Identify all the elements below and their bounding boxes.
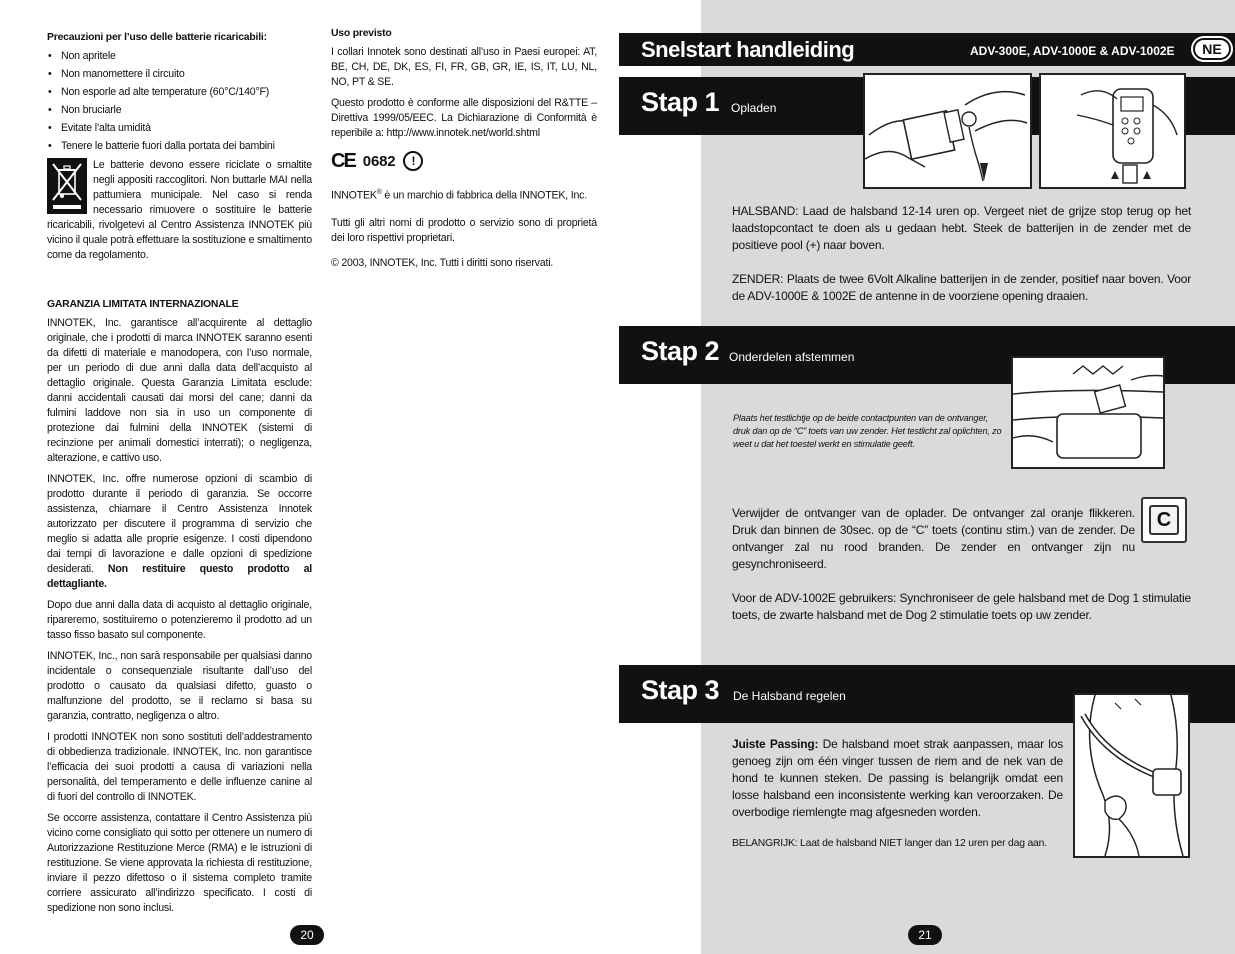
trademark-note bbox=[331, 185, 597, 204]
model-list: ADV-300E, ADV-1000E & ADV-1002E bbox=[970, 44, 1175, 58]
warranty-heading: GARANZIA LIMITATA INTERNAZIONALE bbox=[47, 299, 239, 310]
battery-precautions-list bbox=[47, 49, 312, 154]
left-page bbox=[0, 0, 617, 954]
stap3-body: De halsband moet strak aanpassen, maar los genoeg zijn om één vinger tussen de riem and de nek van de hond te kunnen steken. De passing is belangrijk omdat een losse halsband een inconsistente werking kan veroorzaken. De overbodige riemlengte mag afgesneden worden. bbox=[732, 737, 1063, 819]
page-number: 20 bbox=[290, 925, 324, 945]
warranty-paragraph-2-text: INNOTEK, Inc. offre numerose opzioni di scambio di prodotto durante il periodo di garanzia. Se occorre assistenza, chiamare il Centro Assistenza Innotek autorizzato per discutere il programma di servizio che meglio si adatta alle proprie esigenze. I costi dipendono dai tempi di lavorazione e dalle opzioni di spedizione desiderati. bbox=[47, 473, 312, 575]
stap2-paragraph-2: Voor de ADV-1002E gebruikers: Synchroniseer de gele halsband met de Dog 1 stimulatie toets, de zwarte halsband met de Dog 2 stimulatie toets op uw zender. bbox=[732, 591, 1191, 622]
stap2-title: Stap 2 bbox=[641, 336, 720, 366]
stap1-title: Stap 1 bbox=[641, 87, 720, 117]
stap3-title: Stap 3 bbox=[641, 675, 720, 705]
c-key-label: C bbox=[1149, 505, 1179, 535]
quickstart-header bbox=[619, 33, 1235, 66]
ce-mark-row bbox=[331, 151, 597, 171]
intended-use-heading: Uso previsto bbox=[331, 28, 392, 39]
ce-mark-icon: CE bbox=[331, 149, 355, 172]
c-key-icon bbox=[1141, 497, 1187, 543]
recycle-block bbox=[47, 158, 312, 263]
language-badge: NE bbox=[1193, 38, 1231, 60]
stap3-subtitle: De Halsband regelen bbox=[733, 689, 846, 703]
intended-use-paragraph-2: Questo prodotto è conforme alle disposizioni del R&TTE – Direttiva 1999/05/EEC. La Dichiarazione di Conformità è reperibile a: http://www.innotek.net/world.shtml bbox=[331, 97, 597, 139]
list-item: • Non manomettere il circuito bbox=[47, 67, 312, 82]
list-item: • Non esporle ad alte temperature (60°C/140°F) bbox=[47, 85, 312, 100]
stap2-subtitle: Onderdelen afstemmen bbox=[729, 350, 855, 364]
copyright-note: © 2003, INNOTEK, Inc. Tutti i diritti sono riservati. bbox=[331, 256, 554, 269]
list-item: • Tenere le batterie fuori dalla portata dei bambini bbox=[47, 139, 312, 154]
warranty-paragraph-6: Se occorre assistenza, contattare il Centro Assistenza più vicino come consigliato qui sotto per ottenere un numero di Autorizzazione Restituzione Merce (RMA) e le istruzioni di restituzione. Se viene approvata la richiesta di restituzione, inviare il pezzo difettoso o il sistema completo tramite corriere assicurato all’indirizzo specificato. I costi di spedizione non sono inclusi. bbox=[47, 812, 312, 914]
crossed-bin-icon bbox=[47, 158, 87, 214]
warranty-paragraph-2 bbox=[47, 472, 312, 592]
trademark-brand: INNOTEK bbox=[331, 189, 377, 202]
other-names-note: Tutti gli altri nomi di prodotto o servizio sono di proprietà dei loro rispettivi proprietari. bbox=[331, 216, 597, 244]
ce-number: 0682 bbox=[362, 152, 396, 170]
list-item: • Non bruciarle bbox=[47, 103, 312, 118]
warranty-paragraph-3: Dopo due anni dalla data di acquisto al dettaglio originale, ripareremo, sostituiremo o potenzieremo il prodotto ad un tasso fisso basato sul componente. bbox=[47, 599, 312, 641]
battery-precautions-heading: Precauzioni per l’uso delle batterie ricaricabili: bbox=[47, 32, 267, 43]
warranty-paragraph-2-bold: Non restituire questo prodotto al dettagliante. bbox=[47, 563, 312, 590]
list-item: • Evitate l’alta umidità bbox=[47, 121, 312, 136]
stap1-paragraph-2: ZENDER: Plaats de twee 6Volt Alkaline batterijen in de zender, positief naar boven. Voor de ADV-1000E & 1002E de antenne in de voorziene opening draaien. bbox=[732, 272, 1191, 303]
warranty-paragraph-1: INNOTEK, Inc. garantisce all’acquirente al dettaglio originale, che i prodotti di marca INNOTEK saranno esenti da difetti di materiale e manodopera, con l’uso normale, per un periodo di due anni dalla data dell’acquisto al dettaglio originale. Questa Garanzia Limitata esclude: danni accidentali causati dai morsi del cane; danni da fulmini laddove non sia in uso un componente di protezione dai fulmini della INNOTEK (sistemi di recinzione per animali domestici interrati); o negligenza, alterazione, e cattivo uso. bbox=[47, 317, 312, 464]
page-number: 21 bbox=[908, 925, 942, 945]
stap3-paragraph-1 bbox=[732, 736, 1063, 821]
intended-use-paragraph-1: I collari Innotek sono destinati all’uso in Paesi europei: AT, BE, CH, DE, DK, ES, FI, FR, GB, GR, IE, IS, IT, LU, NL, NO, PT & SE. bbox=[331, 46, 597, 88]
transmitter-battery-illustration bbox=[1039, 73, 1186, 189]
stap1-subtitle: Opladen bbox=[731, 101, 777, 115]
stap1-paragraph-1: HALSBAND: Laad de halsband 12-14 uren op. Vergeet niet de grijze stop terug op het laadstopcontact te doen als u gedaan hebt. Steek de batterijen in de zender met de positieve pool (+) naar boven. bbox=[732, 204, 1191, 252]
warranty-paragraph-5: I prodotti INNOTEK non sono sostituti dell’addestramento di obbedienza tradizionale. INNOTEK, Inc. non garantisce l’efficacia dei suoi prodotti a causa di variazioni nella personalità, del temperamento e delle influenze canine al di fuori del controllo di INNOTEK. bbox=[47, 731, 312, 803]
trademark-rest: è un marchio di fabbrica della INNOTEK, Inc. bbox=[381, 189, 587, 202]
right-page bbox=[617, 0, 1235, 954]
list-item: • Non apritele bbox=[47, 49, 312, 64]
left-column-2 bbox=[331, 26, 597, 277]
stap3-lead: Juiste Passing: bbox=[732, 737, 819, 751]
charging-collar-illustration bbox=[863, 73, 1032, 189]
recycle-text: Le batterie devono essere riciclate o smaltite negli appositi raccoglitori. Non buttarle MAI nella pattumiera municipale. Nel caso si renda necessario rimuovere o sostituire le batterie ricaricabili, rivolgetevi al Centro Assistenza INNOTEK più vicino il quale potrà effettuare la sostituzione e smaltimento come da regolamento. bbox=[47, 159, 312, 261]
quickstart-title: Snelstart handleiding bbox=[641, 37, 855, 62]
left-column-1 bbox=[47, 30, 312, 922]
test-light-illustration bbox=[1011, 356, 1165, 469]
stap2-caption: Plaats het testlichtje op de beide contactpunten van de ontvanger, druk dan op de “C” toets van uw zender. Het testlicht zal oplichten, zo weet u dat het toestel werkt en stimulatie geeft. bbox=[733, 413, 1002, 449]
stap2-paragraph-1: Verwijder de ontvanger van de oplader. De ontvanger zal oranje flikkeren. Druk dan binnen de 30sec. op de “C” toets (continu stim.) van de zender. De ontvanger zal nu rood branden. De zender en ontvanger zijn nu gesynchroniseerd. bbox=[732, 506, 1135, 571]
warranty-paragraph-4: INNOTEK, Inc., non sarà responsabile per qualsiasi danno incidentale o consequenziale risultante dall’uso del prodotto o causato da qualsiasi difetto, guasto o malfunzione del prodotto, se il reclamo si basa su garanzia, contratto, negligenza o altro. bbox=[47, 650, 312, 722]
collar-fit-illustration bbox=[1073, 693, 1190, 858]
stap3-note: BELANGRIJK: Laat de halsband NIET langer dan 12 uren per dag aan. bbox=[732, 838, 1047, 849]
alert-icon: ! bbox=[403, 151, 423, 171]
registered-mark: ® bbox=[376, 189, 382, 196]
